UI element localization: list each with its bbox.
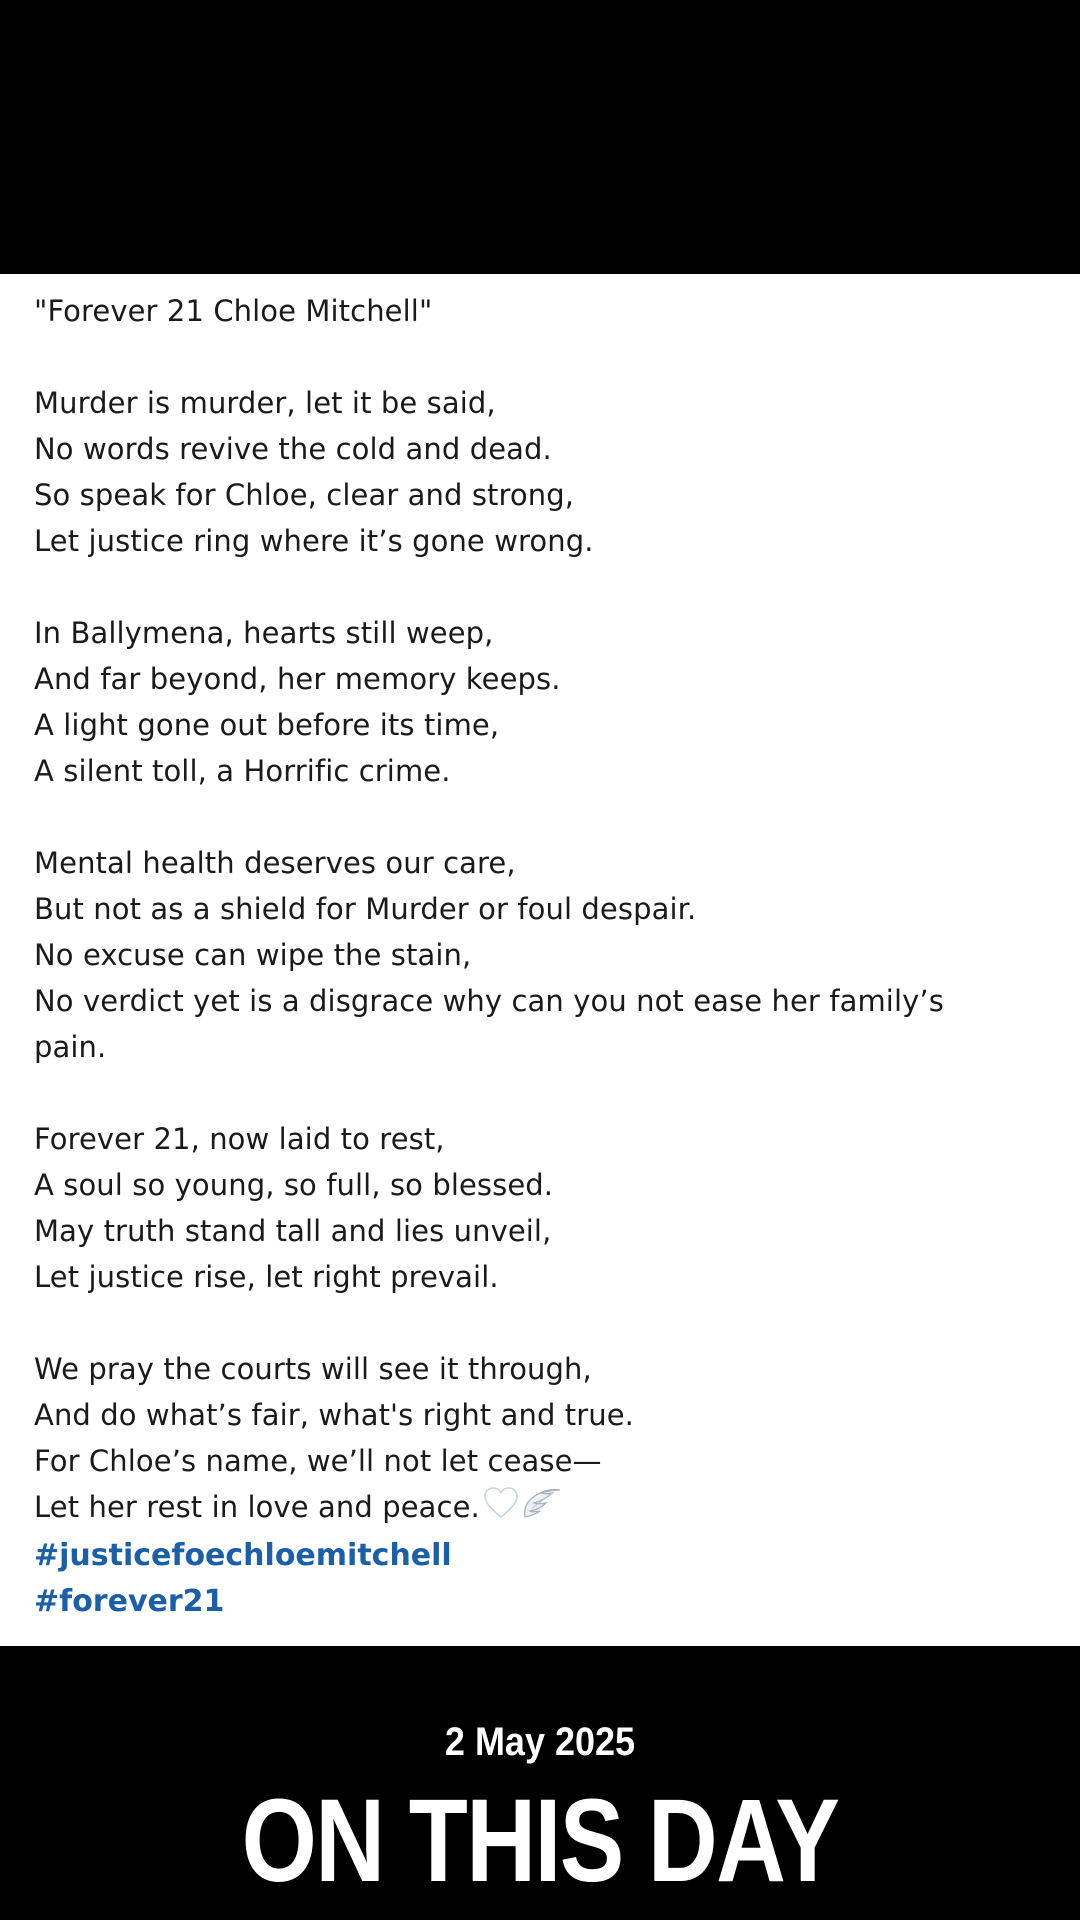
- white-heart-icon: [484, 1486, 518, 1532]
- poem-line: Murder is murder, let it be said,: [34, 386, 496, 420]
- stanza-3: [34, 840, 1046, 1070]
- poem-line: A silent toll, a Horrific crime.: [34, 754, 451, 788]
- angel-wing-icon: [522, 1486, 562, 1533]
- poem-line: And do what’s fair, what's right and true.: [34, 1398, 635, 1432]
- poem-line: Let justice rise, let right prevail.: [34, 1260, 499, 1294]
- poem-line: For Chloe’s name, we’ll not let cease—: [34, 1444, 602, 1478]
- on-this-day-heading: ON THIS DAY: [241, 1775, 839, 1907]
- stanza-1: [34, 380, 1046, 564]
- hashtag-link[interactable]: #forever21: [34, 1583, 225, 1619]
- poem-line: A soul so young, so full, so blessed.: [34, 1168, 554, 1202]
- poem-line: Forever 21, now laid to rest,: [34, 1122, 445, 1156]
- poem-line-last: [34, 1484, 1046, 1533]
- hashtag-link[interactable]: #justicefoechloemitchell: [34, 1537, 452, 1573]
- poem-line: And far beyond, her memory keeps.: [34, 662, 561, 696]
- memory-date: 2 May 2025: [444, 1720, 636, 1764]
- poem-title: "Forever 21 Chloe Mitchell": [34, 294, 433, 328]
- poem-line: Mental health deserves our care,: [34, 846, 516, 880]
- poem-line: We pray the courts will see it through,: [34, 1352, 592, 1386]
- poem-line: Let justice ring where it’s gone wrong.: [34, 524, 594, 558]
- on-this-day-banner: [0, 1646, 1080, 1920]
- poem-line: No words revive the cold and dead.: [34, 432, 552, 466]
- poem-line-text: Let her rest in love and peace.: [34, 1490, 480, 1524]
- stanza-5: [34, 1346, 1046, 1625]
- stanza-2: [34, 610, 1046, 794]
- poem-line: But not as a shield for Murder or foul despair.: [34, 892, 697, 926]
- poem-line: May truth stand tall and lies unveil,: [34, 1214, 552, 1248]
- top-black-band: [0, 0, 1080, 274]
- poem-line: No excuse can wipe the stain,: [34, 938, 472, 972]
- poem-line: So speak for Chloe, clear and strong,: [34, 478, 575, 512]
- post-card: [0, 274, 1080, 1646]
- poem-line: In Ballymena, hearts still weep,: [34, 616, 494, 650]
- stanza-4: [34, 1116, 1046, 1300]
- poem-line: A light gone out before its time,: [34, 708, 500, 742]
- poem-line: No verdict yet is a disgrace why can you not ease her family’s pain.: [34, 984, 944, 1064]
